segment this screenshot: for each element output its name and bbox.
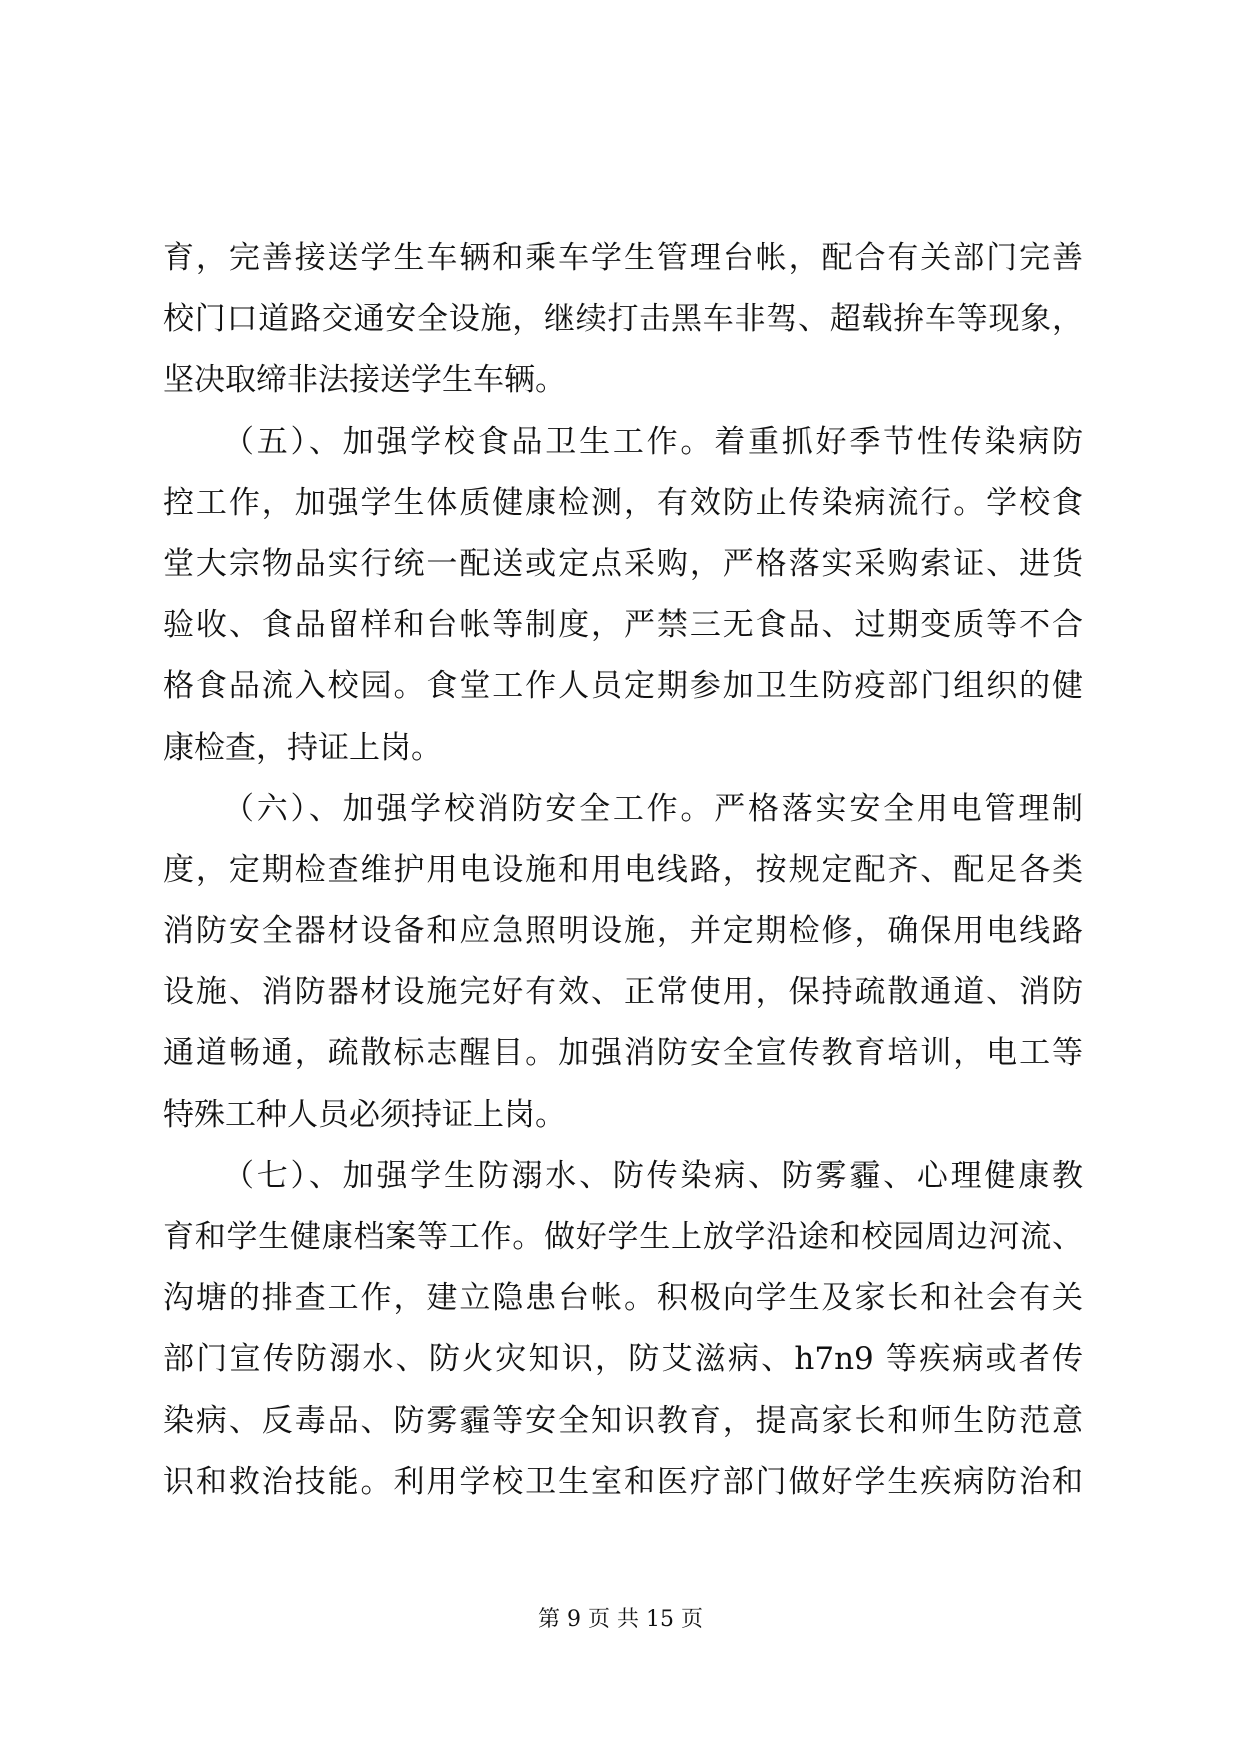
text-line: 坚决取缔非法接送学生车辆。	[163, 362, 566, 399]
page-footer: 第 9 页 共 15 页	[538, 1607, 703, 1632]
text-line: 识和救治技能。利用学校卫生室和医疗部门做好学生疾病防治和	[163, 1463, 1083, 1500]
text-line: （五）、加强学校食品卫生工作。着重抓好季节性传染病防	[223, 423, 1083, 460]
text-line: （七）、加强学生防溺水、防传染病、防雾霾、心理健康教	[223, 1157, 1083, 1194]
text-line: 育，完善接送学生车辆和乘车学生管理台帐，配合有关部门完善	[163, 240, 1083, 276]
text-line: 特殊工种人员必须持证上岗。	[163, 1096, 566, 1133]
text-line: 控工作，加强学生体质健康检测，有效防止传染病流行。学校食	[163, 484, 1083, 521]
text-line: 格食品流入校园。食堂工作人员定期参加卫生防疫部门组织的健	[163, 668, 1083, 705]
text-line: 度，定期检查维护用电设施和用电线路，按规定配齐、配足各类	[163, 851, 1083, 888]
text-line: 康检查，持证上岗。	[163, 729, 442, 766]
text-line: 验收、食品留样和台帐等制度，严禁三无食品、过期变质等不合	[163, 607, 1083, 644]
text-line: 染病、反毒品、防雾霾等安全知识教育，提高家长和师生防范意	[163, 1402, 1083, 1439]
text-line: 通道畅通，疏散标志醒目。加强消防安全宣传教育培训，电工等	[163, 1035, 1083, 1072]
text-line: 校门口道路交通安全设施，继续打击黑车非驾、超载拚车等现象，	[163, 301, 1083, 338]
text-line: 育和学生健康档案等工作。做好学生上放学沿途和校园周边河流、	[163, 1219, 1083, 1255]
text-line: （六）、加强学校消防安全工作。严格落实安全用电管理制	[223, 790, 1083, 827]
text-line: 部门宣传防溺水、防火灾知识，防艾滋病、h7n9 等疾病或者传	[163, 1341, 1083, 1378]
text-line: 设施、消防器材设施完好有效、正常使用，保持疏散通道、消防	[163, 974, 1083, 1011]
body-text	[163, 228, 1083, 1513]
text-line: 堂大宗物品实行统一配送或定点采购，严格落实采购索证、进货	[163, 545, 1083, 582]
text-line: 消防安全器材设备和应急照明设施，并定期检修，确保用电线路	[163, 913, 1083, 950]
text-line: 沟塘的排查工作，建立隐患台帐。积极向学生及家长和社会有关	[163, 1280, 1083, 1317]
